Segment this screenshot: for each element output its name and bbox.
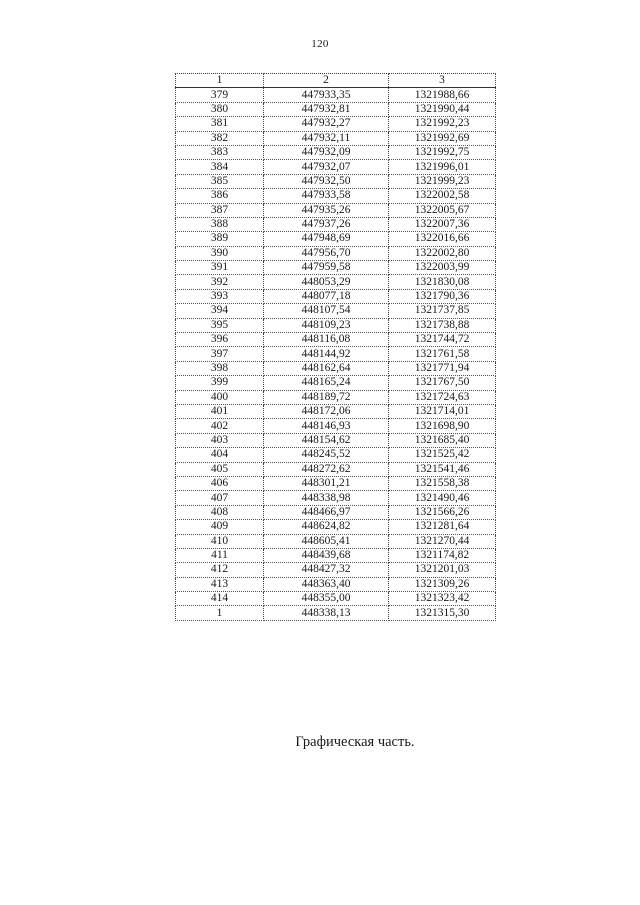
column-header-x: 2 <box>264 74 389 88</box>
cell-y-coordinate: 1321738,88 <box>389 318 496 332</box>
cell-point-number: 387 <box>176 203 264 217</box>
cell-point-number: 408 <box>176 505 264 519</box>
column-header-y: 3 <box>389 74 496 88</box>
cell-y-coordinate: 1321771,94 <box>389 361 496 375</box>
cell-point-number: 409 <box>176 520 264 534</box>
cell-x-coordinate: 447932,27 <box>264 117 389 131</box>
cell-point-number: 389 <box>176 232 264 246</box>
cell-point-number: 396 <box>176 333 264 347</box>
cell-point-number: 407 <box>176 491 264 505</box>
table-row <box>176 318 496 332</box>
cell-y-coordinate: 1321830,08 <box>389 275 496 289</box>
cell-y-coordinate: 1322016,66 <box>389 232 496 246</box>
table-row <box>176 592 496 606</box>
cell-x-coordinate: 447959,58 <box>264 261 389 275</box>
cell-x-coordinate: 447933,35 <box>264 88 389 102</box>
cell-x-coordinate: 448439,68 <box>264 548 389 562</box>
cell-y-coordinate: 1321315,30 <box>389 606 496 620</box>
table-row <box>176 189 496 203</box>
cell-point-number: 403 <box>176 433 264 447</box>
table-row <box>176 419 496 433</box>
cell-y-coordinate: 1321566,26 <box>389 505 496 519</box>
cell-point-number: 380 <box>176 102 264 116</box>
cell-point-number: 386 <box>176 189 264 203</box>
cell-y-coordinate: 1321714,01 <box>389 404 496 418</box>
cell-y-coordinate: 1321174,82 <box>389 548 496 562</box>
table-header-row <box>176 74 496 88</box>
table-row <box>176 203 496 217</box>
cell-x-coordinate: 448077,18 <box>264 289 389 303</box>
cell-y-coordinate: 1321990,44 <box>389 102 496 116</box>
cell-x-coordinate: 447948,69 <box>264 232 389 246</box>
table-row <box>176 333 496 347</box>
table-row <box>176 347 496 361</box>
coordinates-table <box>175 73 496 621</box>
cell-x-coordinate: 448624,82 <box>264 520 389 534</box>
table-row <box>176 376 496 390</box>
cell-y-coordinate: 1322002,58 <box>389 189 496 203</box>
cell-x-coordinate: 448605,41 <box>264 534 389 548</box>
cell-point-number: 402 <box>176 419 264 433</box>
cell-y-coordinate: 1321761,58 <box>389 347 496 361</box>
cell-y-coordinate: 1322007,36 <box>389 217 496 231</box>
cell-point-number: 405 <box>176 462 264 476</box>
cell-y-coordinate: 1321490,46 <box>389 491 496 505</box>
column-header-point: 1 <box>176 74 264 88</box>
cell-x-coordinate: 447932,11 <box>264 131 389 145</box>
table-row <box>176 548 496 562</box>
cell-y-coordinate: 1321525,42 <box>389 448 496 462</box>
cell-y-coordinate: 1321270,44 <box>389 534 496 548</box>
cell-point-number: 391 <box>176 261 264 275</box>
cell-x-coordinate: 447937,26 <box>264 217 389 231</box>
cell-point-number: 397 <box>176 347 264 361</box>
cell-point-number: 413 <box>176 577 264 591</box>
cell-point-number: 398 <box>176 361 264 375</box>
table-row <box>176 261 496 275</box>
cell-y-coordinate: 1321558,38 <box>389 476 496 490</box>
cell-point-number: 394 <box>176 304 264 318</box>
cell-x-coordinate: 448189,72 <box>264 390 389 404</box>
cell-x-coordinate: 447956,70 <box>264 246 389 260</box>
table-row <box>176 246 496 260</box>
cell-y-coordinate: 1321281,64 <box>389 520 496 534</box>
table-row <box>176 217 496 231</box>
table-row <box>176 361 496 375</box>
cell-x-coordinate: 448363,40 <box>264 577 389 591</box>
cell-y-coordinate: 1321685,40 <box>389 433 496 447</box>
cell-x-coordinate: 448427,32 <box>264 563 389 577</box>
cell-point-number: 1 <box>176 606 264 620</box>
cell-x-coordinate: 448144,92 <box>264 347 389 361</box>
table-row <box>176 102 496 116</box>
table-row <box>176 476 496 490</box>
cell-x-coordinate: 448338,13 <box>264 606 389 620</box>
table-row <box>176 160 496 174</box>
cell-point-number: 406 <box>176 476 264 490</box>
cell-point-number: 381 <box>176 117 264 131</box>
table-row <box>176 462 496 476</box>
cell-y-coordinate: 1321309,26 <box>389 577 496 591</box>
table-row <box>176 390 496 404</box>
cell-point-number: 404 <box>176 448 264 462</box>
cell-x-coordinate: 447932,07 <box>264 160 389 174</box>
cell-point-number: 383 <box>176 145 264 159</box>
cell-y-coordinate: 1321992,69 <box>389 131 496 145</box>
cell-point-number: 411 <box>176 548 264 562</box>
cell-x-coordinate: 447932,50 <box>264 174 389 188</box>
cell-x-coordinate: 448053,29 <box>264 275 389 289</box>
table-row <box>176 117 496 131</box>
table-row <box>176 174 496 188</box>
cell-y-coordinate: 1321724,63 <box>389 390 496 404</box>
cell-y-coordinate: 1322003,99 <box>389 261 496 275</box>
page-number: 120 <box>311 38 329 50</box>
table-row <box>176 534 496 548</box>
cell-point-number: 392 <box>176 275 264 289</box>
cell-x-coordinate: 447932,09 <box>264 145 389 159</box>
cell-point-number: 395 <box>176 318 264 332</box>
table-row <box>176 505 496 519</box>
cell-x-coordinate: 448146,93 <box>264 419 389 433</box>
table-row <box>176 289 496 303</box>
cell-x-coordinate: 448272,62 <box>264 462 389 476</box>
cell-x-coordinate: 448338,98 <box>264 491 389 505</box>
cell-point-number: 390 <box>176 246 264 260</box>
cell-y-coordinate: 1321996,01 <box>389 160 496 174</box>
cell-y-coordinate: 1321790,36 <box>389 289 496 303</box>
cell-x-coordinate: 448162,64 <box>264 361 389 375</box>
cell-y-coordinate: 1321988,66 <box>389 88 496 102</box>
cell-y-coordinate: 1321992,23 <box>389 117 496 131</box>
table-row <box>176 404 496 418</box>
cell-x-coordinate: 448301,21 <box>264 476 389 490</box>
table-row <box>176 577 496 591</box>
table-row <box>176 606 496 620</box>
cell-x-coordinate: 448466,97 <box>264 505 389 519</box>
cell-x-coordinate: 448107,54 <box>264 304 389 318</box>
cell-point-number: 384 <box>176 160 264 174</box>
cell-x-coordinate: 448154,62 <box>264 433 389 447</box>
cell-y-coordinate: 1321541,46 <box>389 462 496 476</box>
cell-x-coordinate: 448245,52 <box>264 448 389 462</box>
cell-x-coordinate: 447933,58 <box>264 189 389 203</box>
table-row <box>176 232 496 246</box>
cell-x-coordinate: 447935,26 <box>264 203 389 217</box>
cell-point-number: 412 <box>176 563 264 577</box>
graphic-part-caption: Графическая часть. <box>295 734 415 750</box>
cell-point-number: 388 <box>176 217 264 231</box>
cell-y-coordinate: 1321323,42 <box>389 592 496 606</box>
table-row <box>176 491 496 505</box>
table-row <box>176 563 496 577</box>
cell-x-coordinate: 448172,06 <box>264 404 389 418</box>
cell-x-coordinate: 448109,23 <box>264 318 389 332</box>
cell-x-coordinate: 448116,08 <box>264 333 389 347</box>
table-row <box>176 88 496 102</box>
cell-y-coordinate: 1321737,85 <box>389 304 496 318</box>
cell-point-number: 399 <box>176 376 264 390</box>
cell-y-coordinate: 1321201,03 <box>389 563 496 577</box>
cell-y-coordinate: 1321767,50 <box>389 376 496 390</box>
cell-y-coordinate: 1322005,67 <box>389 203 496 217</box>
table-row <box>176 145 496 159</box>
cell-point-number: 393 <box>176 289 264 303</box>
cell-point-number: 382 <box>176 131 264 145</box>
cell-point-number: 414 <box>176 592 264 606</box>
table-body <box>176 88 496 620</box>
cell-x-coordinate: 448355,00 <box>264 592 389 606</box>
cell-y-coordinate: 1322002,80 <box>389 246 496 260</box>
cell-y-coordinate: 1321999,23 <box>389 174 496 188</box>
cell-point-number: 385 <box>176 174 264 188</box>
table-row <box>176 520 496 534</box>
table-row <box>176 448 496 462</box>
cell-point-number: 379 <box>176 88 264 102</box>
cell-x-coordinate: 448165,24 <box>264 376 389 390</box>
table-row <box>176 275 496 289</box>
cell-point-number: 401 <box>176 404 264 418</box>
cell-y-coordinate: 1321992,75 <box>389 145 496 159</box>
cell-point-number: 410 <box>176 534 264 548</box>
cell-y-coordinate: 1321698,90 <box>389 419 496 433</box>
table-row <box>176 131 496 145</box>
cell-x-coordinate: 447932,81 <box>264 102 389 116</box>
cell-point-number: 400 <box>176 390 264 404</box>
table-row <box>176 433 496 447</box>
cell-y-coordinate: 1321744,72 <box>389 333 496 347</box>
table-row <box>176 304 496 318</box>
